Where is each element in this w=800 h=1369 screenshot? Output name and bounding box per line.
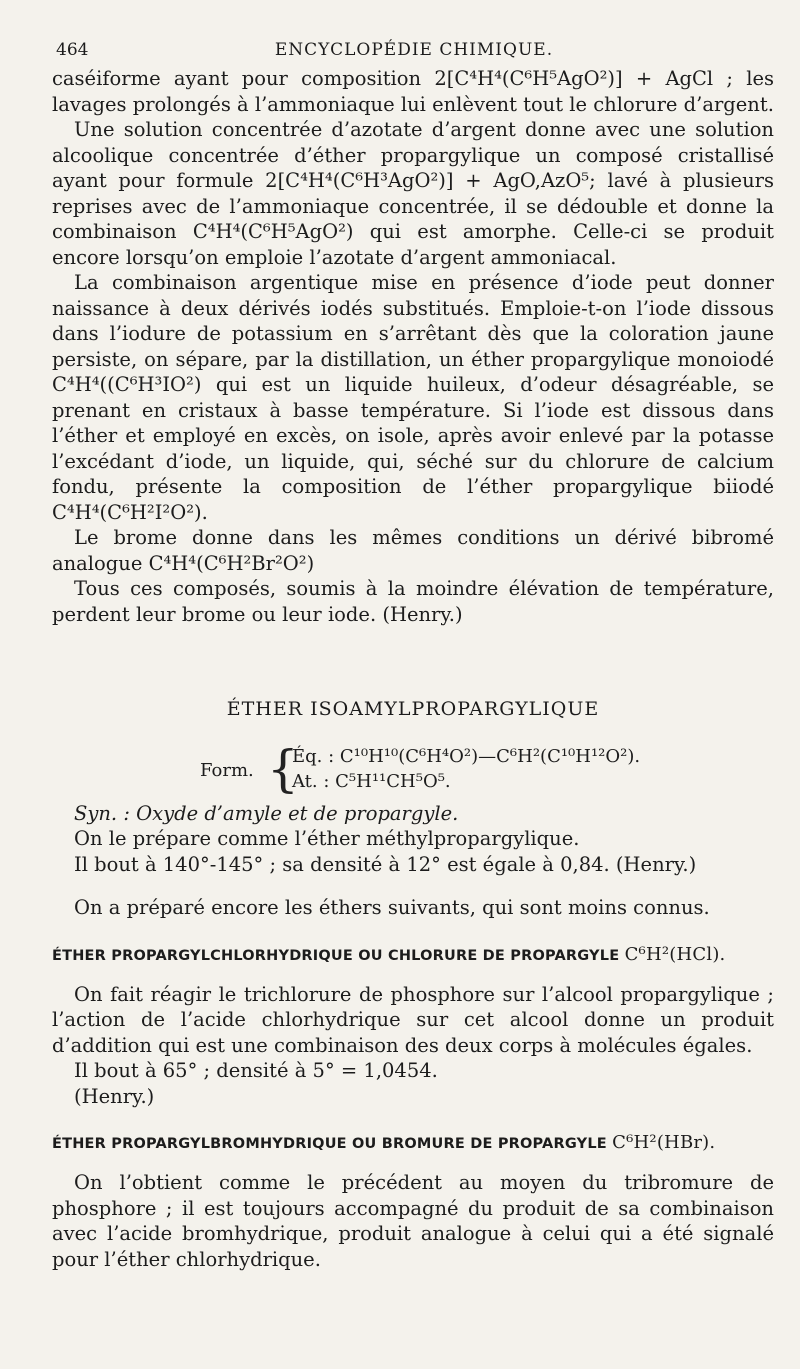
section-title: ÉTHER ISOAMYLPROPARGYLIQUE (226, 698, 600, 720)
paragraph-continuation: caséiforme ayant pour composition 2[C⁴H⁴(C⁶H⁵AgO²)] + AgCl ; les lavages prolongés à l’ammoniaque lui enlèvent tout le chlorure d’argent. (52, 67, 774, 116)
brace-symbol: { (267, 739, 299, 798)
paragraph-bromine: Le brome donne dans les mêmes conditions un dérivé bibromé analogue C⁴H⁴(C⁶H²Br²O²) (52, 526, 774, 575)
subsection-heading-bromide (52, 1131, 774, 1156)
formula-atomic: At. : C⁵H¹¹CH⁵O⁵. (292, 770, 451, 792)
chloride-author: (Henry.) (74, 1084, 155, 1108)
page-body (52, 66, 774, 1272)
page-header (56, 34, 772, 64)
chloride-data: Il bout à 65° ; densité à 5° = 1,0454. (74, 1059, 438, 1082)
subsection-heading-chloride (52, 943, 774, 968)
synonym-text: Syn. : Oxyde d’amyle et de propargyle. (74, 801, 459, 825)
subsection-heading-chloride-text: ÉTHER PROPARGYLCHLORHYDRIQUE OU CHLORURE DE PROPARGYLE (52, 947, 620, 964)
formula-equivalent: Éq. : C¹⁰H¹⁰(C⁶H⁴O²)—C⁶H²(C¹⁰H¹²O²). (292, 745, 641, 767)
bromide-text: On l’obtient comme le précédent au moyen du tribromure de phosphore ; il est toujours accompagné du produit de sa combinaison avec l’acide bromhydrique, produit analogue à celui qui a été signalé pour l’éther chlorhydrique. (52, 1171, 774, 1271)
paragraph-temperature: Tous ces composés, soumis à la moindre élévation de température, perdent leur brome ou leur iode. (Henry.) (52, 577, 774, 626)
subsection-formula-bromide: C⁶H²(HBr). (612, 1132, 716, 1153)
formula-block (52, 739, 774, 801)
page-number: 464 (56, 40, 89, 60)
boiling-line: Il bout à 140°-145° ; sa densité à 12° est égale à 0,84. (Henry.) (74, 852, 697, 876)
running-title: ENCYCLOPÉDIE CHIMIQUE. (274, 40, 554, 60)
subsection-heading-bromide-text: ÉTHER PROPARGYLBROMHYDRIQUE OU BROMURE DE PROPARGYLE (52, 1136, 607, 1152)
formula-label: Form. (200, 759, 254, 781)
paragraph-silver-nitrate: Une solution concentrée d’azotate d’argent donne avec une solution alcoolique concentrée d’éther propargylique un composé cristallisé ayant pour formule 2[C⁴H⁴(C⁶H³AgO²)] + AgO,AzO⁵; lavé à plusieurs reprises avec de l’ammoniaque concentrée, il se dédouble et donne la combinaison C⁴H⁴(C⁶H⁵AgO²) qui est amorphe. Celle-ci se produit encore lorsqu’on emploie l’azotate d’argent ammoniacal. (52, 118, 774, 269)
chloride-text: On fait réagir le trichlorure de phosphore sur l’alcool propargylique ; l’action de l’acide chlorhydrique sur cet alcool donne un produit d’addition qui est une combinaison des deux corps à molécules égales. (52, 982, 774, 1057)
other-ethers-line: On a préparé encore les éthers suivants, qui sont moins connus. (74, 896, 710, 919)
preparation-line: On le prépare comme l’éther méthylpropargylique. (74, 827, 580, 850)
subsection-formula-chloride: C⁶H²(HCl). (624, 943, 726, 965)
paragraph-iodine: La combinaison argentique mise en présence d’iode peut donner naissance à deux dérivés iodés substitués. Emploie-t-on l’iode dissous dans l’iodure de potassium en s’arrêtant dès que la coloration jaune persiste, on sépare, par la distillation, un éther propargylique monoiodé C⁴H⁴((C⁶H³IO²) qui est un liquide huileux, d’odeur désagréable, se prenant en cristaux à basse température. Si l’iode est dissous dans l’éther et employé en excès, on isole, après avoir enlevé par la potasse l’excédant d’iode, un liquide, qui, séché sur du chlorure de calcium fondu, présente la composition de l’éther propargylique biiodé C⁴H⁴(C⁶H²I²O²). (52, 271, 774, 524)
synonym-line (52, 801, 774, 827)
